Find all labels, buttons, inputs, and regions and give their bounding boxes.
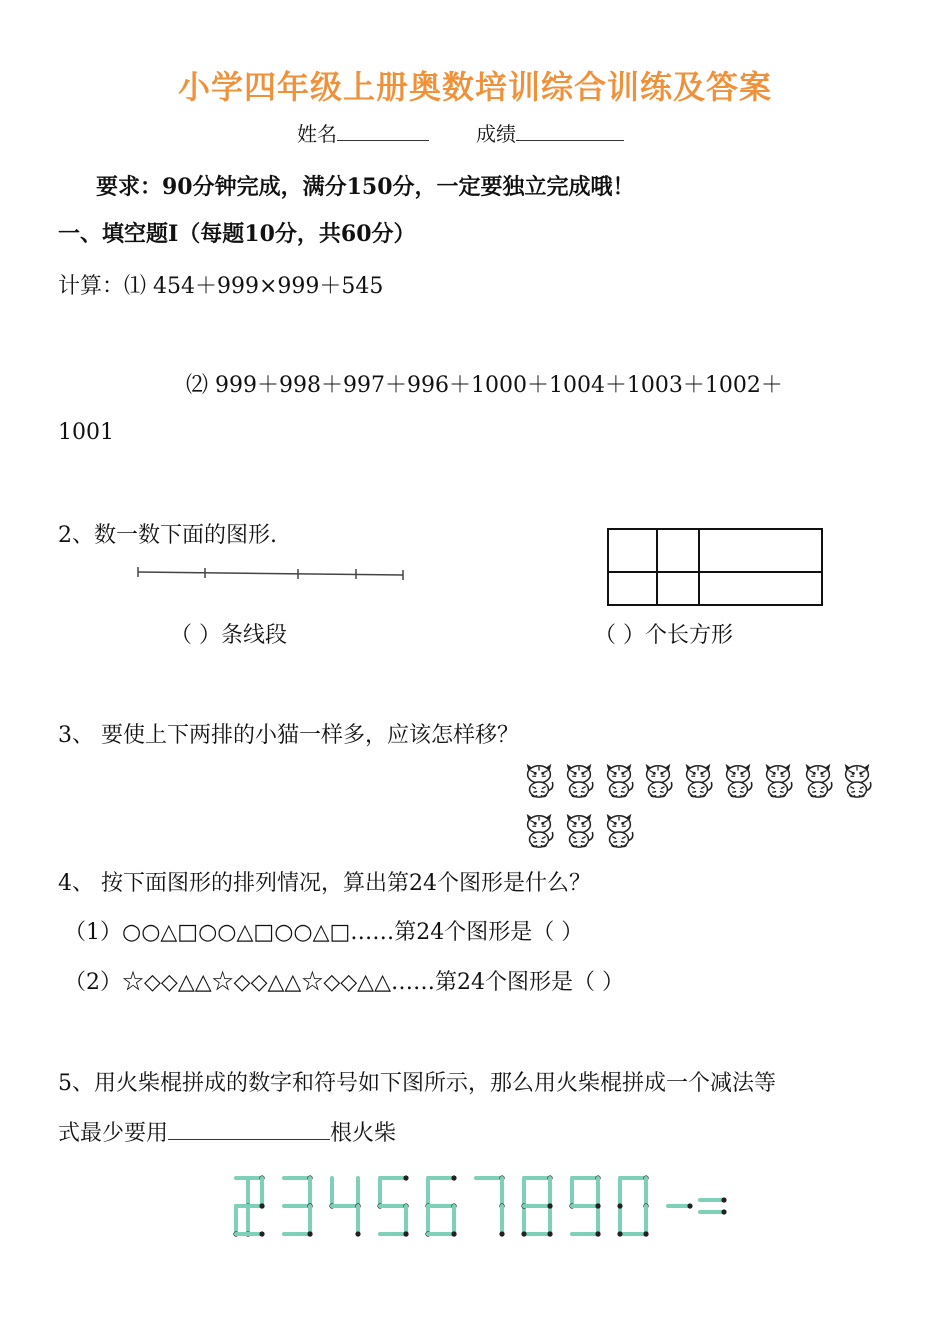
cat-icon-bottom-2 bbox=[562, 812, 596, 850]
q4-item2: （2）☆◇◇△△☆◇◇△△☆◇◇△△……第24个图形是（ ） bbox=[64, 970, 625, 995]
cat-icon-top-5 bbox=[681, 762, 715, 800]
matchstick-digit-7 bbox=[476, 1175, 505, 1236]
q5-line2 bbox=[58, 1116, 396, 1147]
cat-icon-top-1 bbox=[522, 762, 556, 800]
matchstick-digit-5 bbox=[377, 1175, 408, 1236]
cat-icon-top-9 bbox=[840, 762, 874, 800]
q5-answer-blank[interactable] bbox=[168, 1139, 330, 1140]
cat-icon-top-4 bbox=[641, 762, 675, 800]
matchstick-digit-0 bbox=[617, 1175, 648, 1236]
matchstick-equals bbox=[700, 1197, 727, 1214]
cat-icon-top-7 bbox=[761, 762, 795, 800]
cat-icon-top-8 bbox=[801, 762, 835, 800]
matchstick-figure bbox=[200, 1170, 780, 1250]
cat-icon-bottom-1 bbox=[522, 812, 556, 850]
rectangle-answer: （ ）个长方形 bbox=[594, 623, 733, 648]
matchstick-digit-8 bbox=[521, 1175, 552, 1236]
cat-icon-bottom-3 bbox=[602, 812, 636, 850]
matchstick-digit-3 bbox=[284, 1175, 313, 1236]
cat-icon-top-3 bbox=[602, 762, 636, 800]
q5-line2-prefix: 式最少要用 bbox=[58, 1121, 169, 1146]
matchstick-digit-9 bbox=[569, 1175, 600, 1236]
segment-answer: （ ）条线段 bbox=[170, 623, 287, 648]
page-title: 小学四年级上册奥数培训综合训练及答案 bbox=[177, 68, 772, 106]
q1-line3: 1001 bbox=[58, 420, 114, 445]
name-blank[interactable] bbox=[337, 140, 429, 141]
q5-line2-suffix: 根火柴 bbox=[330, 1121, 397, 1146]
score-field bbox=[476, 118, 624, 147]
requirement: 要求：90分钟完成，满分150分，一定要独立完成哦！ bbox=[96, 174, 635, 200]
matchstick-minus bbox=[668, 1203, 693, 1208]
cat-icon-top-6 bbox=[721, 762, 755, 800]
score-blank[interactable] bbox=[516, 140, 624, 141]
q4-item1: （1）○○△□○○△□○○△□……第24个图形是（ ） bbox=[64, 920, 584, 945]
name-field bbox=[297, 118, 429, 147]
q2-text: 2、数一数下面的图形. bbox=[58, 523, 277, 548]
cat-icon-top-2 bbox=[562, 762, 596, 800]
name-label: 姓名 bbox=[297, 122, 337, 146]
matchstick-digit-6 bbox=[425, 1175, 456, 1236]
q5-line1: 5、用火柴棍拼成的数字和符号如下图所示，那么用火柴棍拼成一个减法等 bbox=[58, 1071, 776, 1096]
q1-line2: ⑵ 999＋998＋997＋996＋1000＋1004＋1003＋1002＋ bbox=[186, 373, 783, 398]
section1-heading: 一、填空题Ⅰ（每题10分，共60分） bbox=[58, 221, 416, 247]
matchstick-digit-4 bbox=[329, 1178, 360, 1237]
q1-line1: 计算：⑴ 454＋999×999＋545 bbox=[58, 274, 384, 299]
q3-text: 3、 要使上下两排的小猫一样多，应该怎样移？ bbox=[58, 723, 519, 748]
score-label: 成绩 bbox=[476, 122, 516, 146]
rectangle-figure bbox=[605, 527, 825, 609]
q4-text: 4、 按下面图形的排列情况，算出第24个图形是什么？ bbox=[58, 871, 591, 896]
segment-figure bbox=[130, 562, 410, 582]
